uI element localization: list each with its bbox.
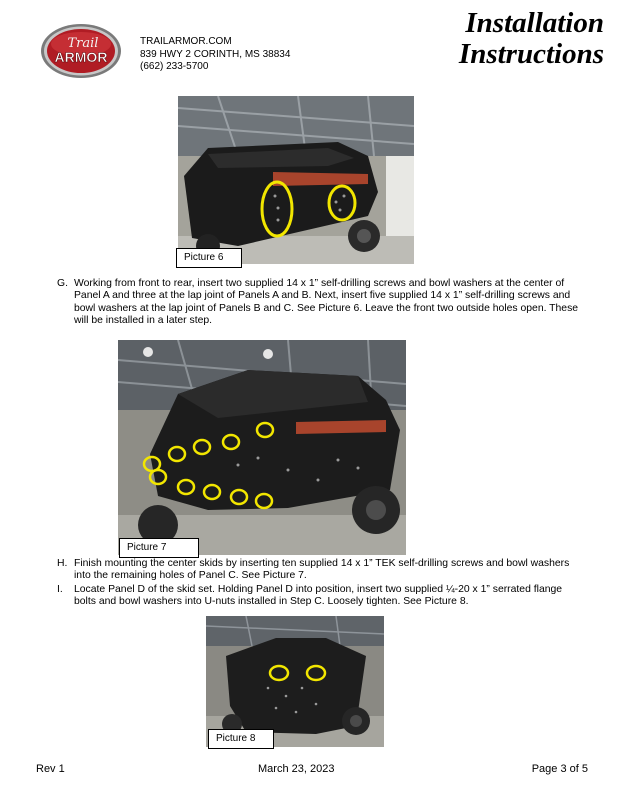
picture-8-caption: Picture 8	[208, 729, 274, 749]
logo-script-text: Trail	[67, 36, 99, 51]
highlight-circle	[256, 494, 272, 508]
title-line-1: Installation	[465, 7, 604, 39]
highlight-circle	[169, 447, 185, 461]
logo-main-text: ARMOR	[54, 49, 108, 65]
picture-6-photo	[178, 96, 414, 264]
highlight-circle	[329, 186, 355, 220]
company-address: 839 HWY 2 CORINTH, MS 38834	[140, 48, 291, 60]
picture-7-photo	[118, 340, 406, 555]
highlight-circle	[270, 666, 288, 680]
picture-6-caption: Picture 6	[176, 248, 242, 268]
highlight-circle	[262, 182, 292, 236]
company-info	[140, 36, 290, 74]
picture-8-photo	[206, 616, 384, 747]
revision-label: Rev 1	[36, 763, 65, 775]
page-number: Page 3 of 5	[531, 763, 588, 775]
step-marker: H.	[57, 558, 68, 569]
step-text: Finish mounting the center skids by inserting ten supplied 14 x 1” TEK self-drilling screws and bowl washers into the remaining holes of Panel C. See Picture 7.	[74, 558, 570, 582]
trail-armor-logo	[40, 22, 122, 80]
document-date: March 23, 2023	[258, 763, 335, 775]
company-website: TRAILARMOR.COM	[140, 36, 232, 47]
step-marker: I.	[57, 584, 63, 595]
highlight-circle	[231, 490, 247, 504]
highlight-circle	[150, 470, 166, 484]
step-text: Working from front to rear, insert two supplied 14 x 1” self-drilling screws and bowl washers at the center of Panel A and three at the lap joint of Panels A and B. Next, insert five supplied 14 x 1” self-drilling screws and bowl washers at the lap joint of Panels B and C. See Picture 6. Leave the front two outside holes open. These will be installed in a later step.	[74, 278, 579, 327]
step-text: Locate Panel D of the skid set. Holding Panel D into position, insert two supplied ¼-20 x 1” serrated flange bolts and bowl washers into U-nuts installed in Step C. Loosely tighten. See Picture 8.	[74, 584, 563, 608]
company-phone: (662) 233-5700	[140, 61, 209, 72]
highlight-circle	[178, 480, 194, 494]
highlight-circle	[257, 423, 273, 437]
highlight-circle	[223, 435, 239, 449]
highlight-circle	[194, 440, 210, 454]
step-marker: G.	[57, 278, 68, 289]
document-title	[459, 8, 604, 70]
highlight-circle	[307, 666, 325, 680]
title-line-2: Instructions	[458, 38, 604, 70]
picture-7-caption: Picture 7	[119, 538, 199, 558]
highlight-circle	[204, 485, 220, 499]
